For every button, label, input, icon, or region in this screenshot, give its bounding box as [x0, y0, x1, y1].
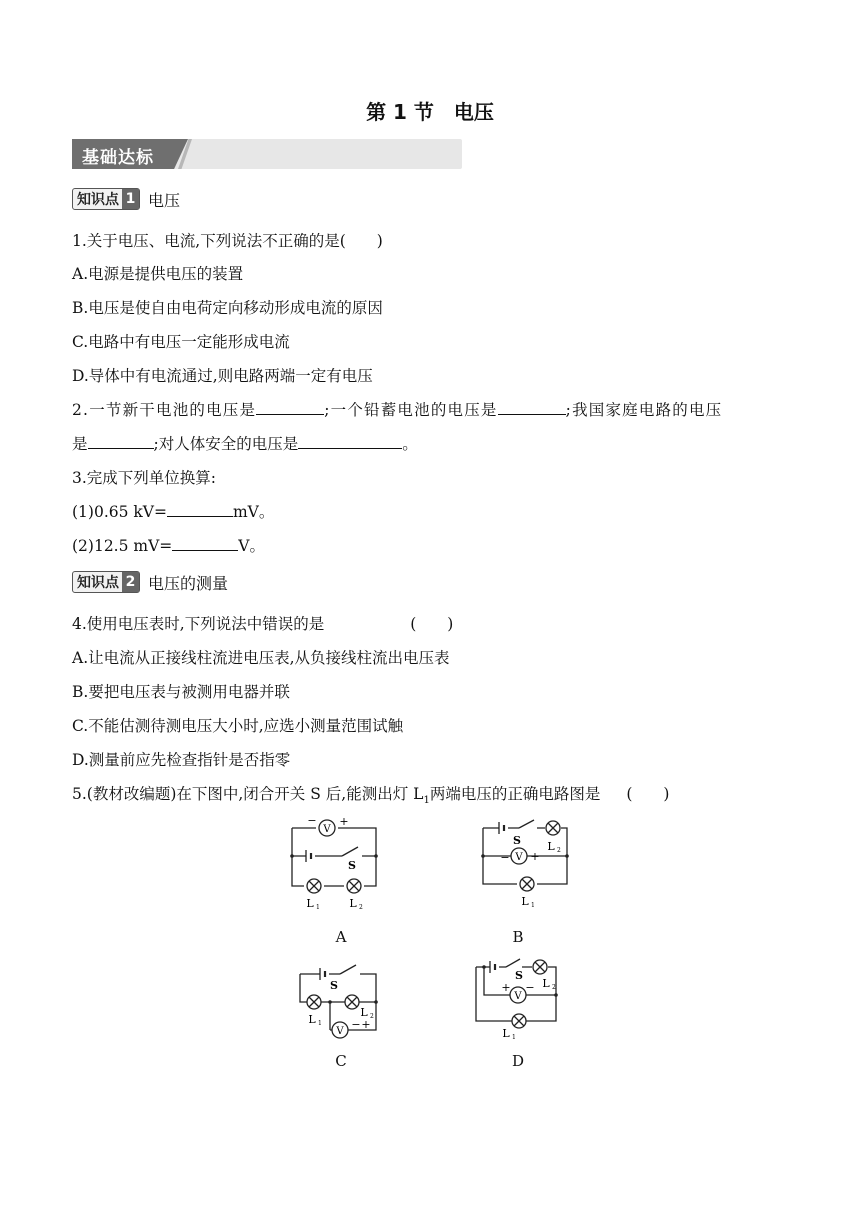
q3-item-2-unit: V。: [238, 537, 265, 555]
lamp1-sub: 1: [512, 1034, 516, 1041]
knowledge-point-1: [72, 186, 180, 212]
knowledge-point-2: [72, 569, 228, 595]
voltmeter-minus: −: [525, 981, 535, 994]
q1-option-c: C.电路中有电压一定能形成电流: [72, 333, 290, 351]
badge-label: 知识点: [77, 575, 119, 591]
q4-stem-line: [72, 612, 453, 634]
q2-text-3: ;我国家庭电路的电压: [565, 401, 723, 419]
circuit-diagram-d: [470, 955, 565, 1045]
lamp2-sub: 2: [370, 1013, 374, 1020]
lamp2-label: L: [349, 897, 357, 910]
voltmeter-symbol: V: [514, 991, 522, 1002]
voltmeter-plus: +: [530, 850, 540, 863]
q2-line-2: [72, 432, 418, 454]
voltmeter-plus: +: [501, 981, 511, 994]
voltmeter-minus: −: [500, 851, 510, 864]
banner-label: 基础达标: [82, 148, 154, 168]
lamp1-label: L: [502, 1027, 510, 1040]
switch-label: S: [513, 834, 521, 847]
q3-blank-2[interactable]: [172, 536, 238, 551]
q2-blank-2[interactable]: [498, 400, 566, 415]
switch-label: S: [330, 979, 338, 992]
q1-option-a: A.电源是提供电压的装置: [72, 265, 244, 283]
q3-item-1: [72, 500, 274, 522]
q2-line-1: [72, 398, 790, 420]
lamp2-label: L: [547, 840, 555, 853]
badge-number: 1: [122, 189, 139, 209]
diagram-label-b: B: [512, 928, 524, 946]
lamp1-label: L: [521, 895, 529, 908]
q4-option-d: D.测量前应先检查指针是否指零: [72, 751, 291, 769]
q2-blank-4[interactable]: [298, 434, 402, 449]
lamp2-sub: 2: [557, 847, 561, 854]
badge-number: 2: [122, 572, 139, 592]
q3-item-2-text: (2)12.5 mV=: [72, 537, 173, 555]
switch-label: S: [348, 859, 356, 872]
voltmeter-symbol: V: [336, 1026, 344, 1037]
lamp2-label: L: [542, 977, 550, 990]
q3-item-2: [72, 534, 265, 556]
lamp2-label: L: [360, 1006, 368, 1019]
q2-blank-1[interactable]: [256, 400, 324, 415]
lamp1-label: L: [308, 1013, 316, 1026]
page-title: 第 1 节 电压: [366, 100, 494, 124]
q3-item-1-text: (1)0.65 kV=: [72, 503, 167, 521]
lamp2-sub: 2: [552, 984, 556, 991]
voltmeter-minus: −: [351, 1018, 361, 1031]
voltmeter-plus: +: [361, 1018, 371, 1031]
lamp1-sub: 1: [531, 902, 535, 909]
q2-text-5: ;对人体安全的电压是: [153, 435, 299, 453]
badge-label: 知识点: [77, 192, 119, 208]
switch-label: S: [515, 969, 523, 982]
q4-option-b: B.要把电压表与被测用电器并联: [72, 683, 290, 701]
knowledge-point-title: 电压: [148, 190, 181, 210]
knowledge-point-badge: [72, 571, 140, 593]
diagram-label-a: A: [335, 928, 347, 946]
section-banner: [72, 139, 462, 169]
q4-option-a: A.让电流从正接线柱流进电压表,从负接线柱流出电压表: [72, 649, 450, 667]
q1-stem: 1.关于电压、电流,下列说法不正确的是( ): [72, 232, 383, 250]
lamp1-sub: 1: [316, 904, 320, 911]
q4-option-c: C.不能估测待测电压大小时,应选小测量范围试触: [72, 717, 404, 735]
voltmeter-plus: +: [339, 815, 349, 828]
q5-stem-pre: 5.(教材改编题)在下图中,闭合开关 S 后,能测出灯 L: [72, 785, 424, 803]
q5-stem-line: [72, 782, 669, 806]
q3-blank-1[interactable]: [167, 502, 233, 517]
q2-text-6: 。: [402, 435, 418, 453]
q4-answer-paren: ( ): [410, 615, 454, 633]
q3-stem: 3.完成下列单位换算:: [72, 469, 217, 487]
q5-stem-post: 两端电压的正确电路图是: [429, 785, 601, 803]
q2-text-4: 是: [72, 435, 88, 453]
lamp2-sub: 2: [359, 904, 363, 911]
circuit-diagram-c: [292, 958, 392, 1048]
q4-stem: 4.使用电压表时,下列说法中错误的是: [72, 615, 325, 633]
q1-option-d: D.导体中有电流通过,则电路两端一定有电压: [72, 367, 373, 385]
q3-item-1-unit: mV。: [232, 503, 275, 521]
voltmeter-symbol: V: [515, 852, 523, 863]
q2-text-1: 2.一节新干电池的电压是: [72, 401, 257, 419]
q5-answer-paren: ( ): [626, 785, 670, 803]
diagram-label-d: D: [511, 1052, 525, 1070]
lamp1-sub: 1: [318, 1020, 322, 1027]
voltmeter-minus: −: [307, 814, 317, 827]
knowledge-point-badge: [72, 188, 140, 210]
q1-option-b: B.电压是使自由电荷定向移动形成电流的原因: [72, 299, 383, 317]
diagram-label-c: C: [335, 1052, 347, 1070]
circuit-diagram-a: [282, 812, 387, 912]
q2-blank-3[interactable]: [88, 434, 154, 449]
circuit-diagram-b: [475, 812, 580, 912]
q5-stem-sub: 1: [423, 795, 430, 807]
knowledge-point-title: 电压的测量: [148, 573, 229, 593]
lamp1-label: L: [306, 897, 314, 910]
q2-text-2: ;一个铅蓄电池的电压是: [324, 401, 498, 419]
voltmeter-symbol: V: [323, 824, 331, 835]
